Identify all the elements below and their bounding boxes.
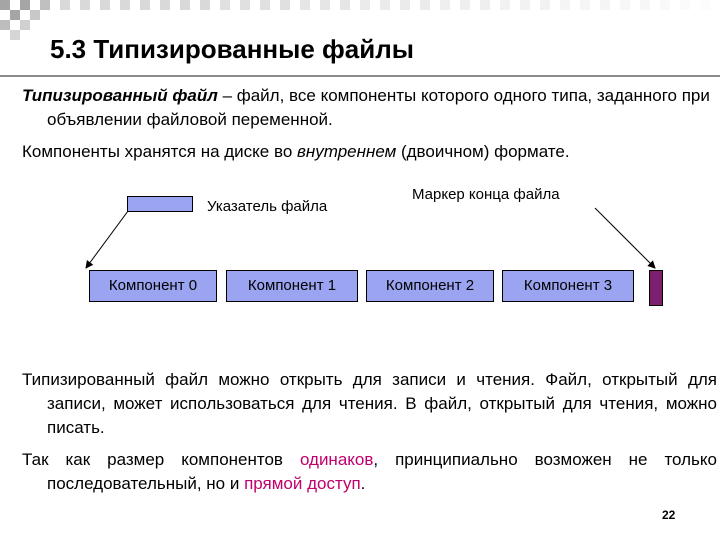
access-text-after: . xyxy=(360,474,366,493)
component-box-1: Компонент 1 xyxy=(226,270,358,302)
eof-arrow xyxy=(595,208,655,268)
storage-text-before: Компоненты хранятся на диске во xyxy=(22,142,297,161)
term-typed-file: Типизированный файл xyxy=(22,86,218,105)
page-number: 22 xyxy=(662,508,676,522)
component-box-2: Компонент 2 xyxy=(366,270,494,302)
component-box-3: Компонент 3 xyxy=(502,270,634,302)
component-box-0: Компонент 0 xyxy=(89,270,217,302)
paragraph-open-modes: Типизированный файл можно открыть для записи и чтения. Файл, открытый для записи, может использоваться для чтения. В файл, открытый для чтения, можно писать. xyxy=(22,370,717,437)
pointer-arrow xyxy=(86,211,128,268)
file-pointer-label: Указатель файла xyxy=(207,198,328,215)
access-text-before: Так как размер компонентов xyxy=(22,450,300,469)
storage-text-after: (двоичном) формате. xyxy=(396,142,570,161)
definition-text: – файл, все компоненты которого одного типа, заданного при объявлении файловой переменной. xyxy=(47,86,710,129)
eof-marker-label: Маркер конца файла xyxy=(412,186,560,203)
access-text-middle: , принципиально возможен не только последовательный, но и xyxy=(47,450,717,493)
highlight-direct-access: прямой доступ xyxy=(244,474,361,493)
storage-emphasis: внутреннем xyxy=(297,142,397,161)
slide-title: 5.3 Типизированные файлы xyxy=(50,34,414,64)
highlight-same-size: одинаков xyxy=(299,450,374,469)
paragraph-access xyxy=(22,448,717,496)
